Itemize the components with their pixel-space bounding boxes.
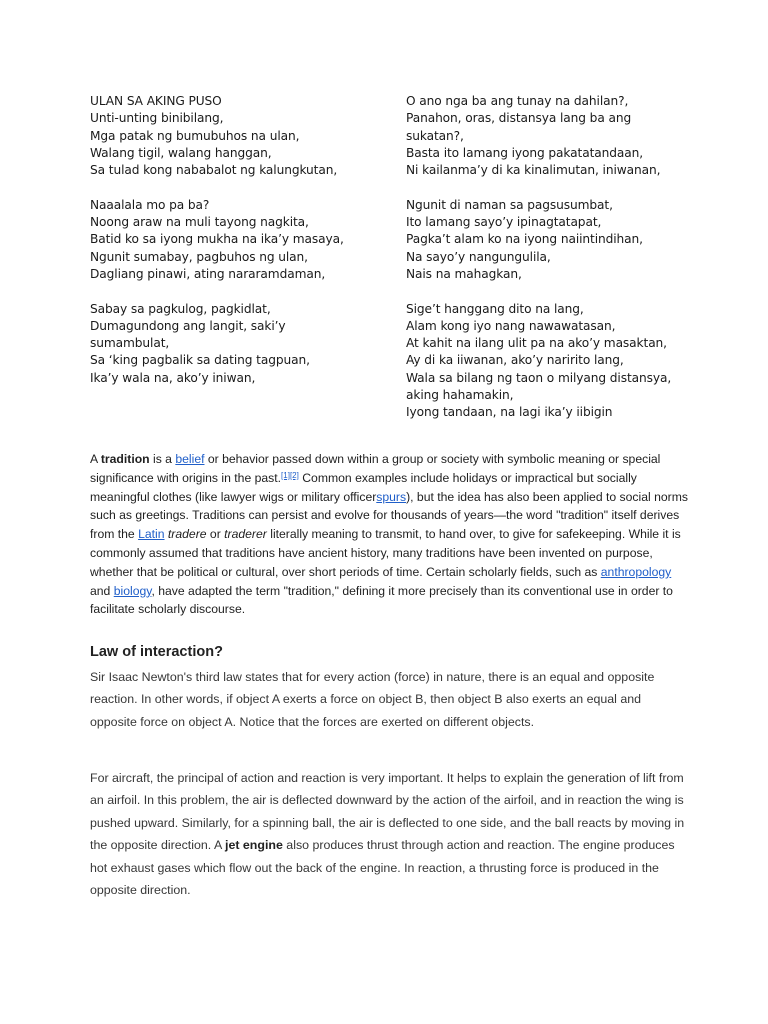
poem-line: Nais na mahagkan, bbox=[406, 266, 522, 281]
poem-line: Basta ito lamang iyong pakatatandaan, bbox=[406, 145, 644, 160]
poem-line: Ngunit sumabay, pagbuhos ng ulan, bbox=[90, 249, 308, 264]
latin-term-tradere: tradere bbox=[167, 527, 207, 542]
citation-link-2[interactable]: [2] bbox=[289, 470, 299, 480]
paragraph-text: is a bbox=[149, 452, 176, 466]
poem-line: Panahon, oras, distansya lang ba ang sukatan?, bbox=[406, 111, 632, 143]
poem-line: Unti-unting binibilang, bbox=[90, 111, 224, 126]
poem-line: Ay di ka iiwanan, ako’y naririto lang, bbox=[406, 353, 624, 368]
poem-line: Ni kailanma’y di ka kinalimutan, iniwanan, bbox=[406, 163, 661, 178]
poem-right-column bbox=[406, 93, 696, 439]
law-paragraph-2 bbox=[90, 767, 686, 901]
paragraph-text: also produces thrust through action and reaction. The engine produces hot exhaust gases which flow out the back of the engine. In reaction, a thrusting force is produced in the opposite direction. bbox=[90, 838, 675, 898]
poem-line: Naaalala mo pa ba? bbox=[90, 197, 210, 212]
poem-stanza bbox=[90, 93, 380, 179]
poem-line: Ngunit di naman sa pagsusumbat, bbox=[406, 197, 613, 212]
poem-title: ULAN SA AKING PUSO bbox=[90, 94, 222, 108]
poem-line: Alam kong iyo nang nawawatasan, bbox=[406, 318, 616, 333]
poem-line: Iyong tandaan, na lagi ika’y iibigin bbox=[406, 405, 613, 420]
link-belief[interactable]: belief bbox=[175, 452, 205, 466]
term-jet-engine: jet engine bbox=[225, 838, 283, 853]
poem-line: Sabay sa pagkulog, pagkidlat, bbox=[90, 301, 271, 316]
law-heading: Law of interaction? bbox=[90, 644, 223, 660]
poem-line: O ano nga ba ang tunay na dahilan?, bbox=[406, 94, 629, 108]
paragraph-text: Common examples include holidays or impractical but socially meaningful clothes (like lawyer wigs or military officer bbox=[90, 470, 637, 504]
paragraph-text: A bbox=[90, 452, 101, 466]
link-spurs[interactable]: spurs bbox=[376, 489, 407, 504]
poem-line: Sa ‘king pagbalik sa dating tagpuan, bbox=[90, 353, 310, 368]
poem-line: Mga patak ng bumubuhos na ulan, bbox=[90, 128, 300, 143]
paragraph-text: or behavior passed down within a group or society with symbolic meaning or special significance with origins in the past. bbox=[90, 452, 661, 485]
poem-line: Wala sa bilang ng taon o milyang distansya, aking hahamakin, bbox=[406, 370, 672, 403]
paragraph-text: literally meaning to transmit, to hand over, to give for safekeeping. While it is commonly assumed that traditions have ancient history, many traditions have been invented on purpose, whether that be political or cultural, over short periods of time. Certain scholarly fields, such as bbox=[90, 527, 681, 579]
poem-stanza bbox=[90, 301, 380, 387]
term-tradition: tradition bbox=[100, 452, 150, 466]
poem-line: Sa tulad kong nababalot ng kalungkutan, bbox=[90, 163, 338, 178]
poem-line: Walang tigil, walang hanggan, bbox=[90, 145, 272, 160]
law-paragraph-1: Sir Isaac Newton's third law states that for every action (force) in nature, there is an equal and opposite reaction. In other words, if object A exerts a force on object B, then object B also exerts an equal and opposite force on object A. Notice that the forces are exerted on different objects. bbox=[90, 670, 655, 729]
link-biology[interactable]: biology bbox=[113, 583, 152, 598]
link-anthropology[interactable]: anthropology bbox=[600, 564, 672, 579]
poem-line: Pagka’t alam ko na iyong naiintindihan, bbox=[406, 232, 643, 247]
paragraph-text: and bbox=[90, 583, 114, 598]
poem-line: Ika’y wala na, ako’y iniwan, bbox=[90, 370, 256, 385]
poem-left-column bbox=[90, 93, 380, 404]
poem-line: Sige’t hanggang dito na lang, bbox=[406, 301, 584, 316]
poem-line: Dagliang pinawi, ating nararamdaman, bbox=[90, 266, 326, 281]
paragraph-text: ), but the idea has also been applied to social norms such as greetings. Traditions can persist and evolve for thousands of years—the word "tradition" itself derives from the bbox=[90, 489, 688, 542]
poem-line: At kahit na ilang ulit pa na ako’y masaktan, bbox=[406, 336, 667, 351]
poem-stanza bbox=[406, 93, 696, 179]
tradition-paragraph bbox=[90, 450, 690, 619]
poem-stanza bbox=[406, 197, 696, 283]
poem-line: Dumagundong ang langit, saki’y sumambulat, bbox=[90, 318, 286, 351]
poem-stanza bbox=[90, 197, 380, 283]
link-latin[interactable]: Latin bbox=[138, 527, 165, 542]
paragraph-text: or bbox=[206, 527, 225, 542]
poem-line: Noong araw na muli tayong nagkita, bbox=[90, 215, 309, 230]
poem-line: Batid ko sa iyong mukha na ika’y masaya, bbox=[90, 232, 344, 247]
poem-stanza bbox=[406, 301, 696, 422]
citation-link-1[interactable]: [1] bbox=[281, 470, 290, 480]
paragraph-text: For aircraft, the principal of action and reaction is very important. It helps to explain the generation of lift from an airfoil. In this problem, the air is deflected downward by the action of the airfoil, and in reaction the wing is pushed upward. Similarly, for a spinning ball, the air is deflected to one side, and the ball reacts by moving in the opposite direction. A bbox=[90, 771, 685, 853]
poem-line: Na sayo’y nangungulila, bbox=[406, 249, 551, 264]
paragraph-text: , have adapted the term "tradition," defining it more precisely than its conventional use in order to facilitate scholarly discourse. bbox=[90, 583, 673, 617]
poem-line: Ito lamang sayo’y ipinagtatapat, bbox=[406, 215, 602, 230]
latin-term-traderer: traderer bbox=[224, 527, 267, 542]
